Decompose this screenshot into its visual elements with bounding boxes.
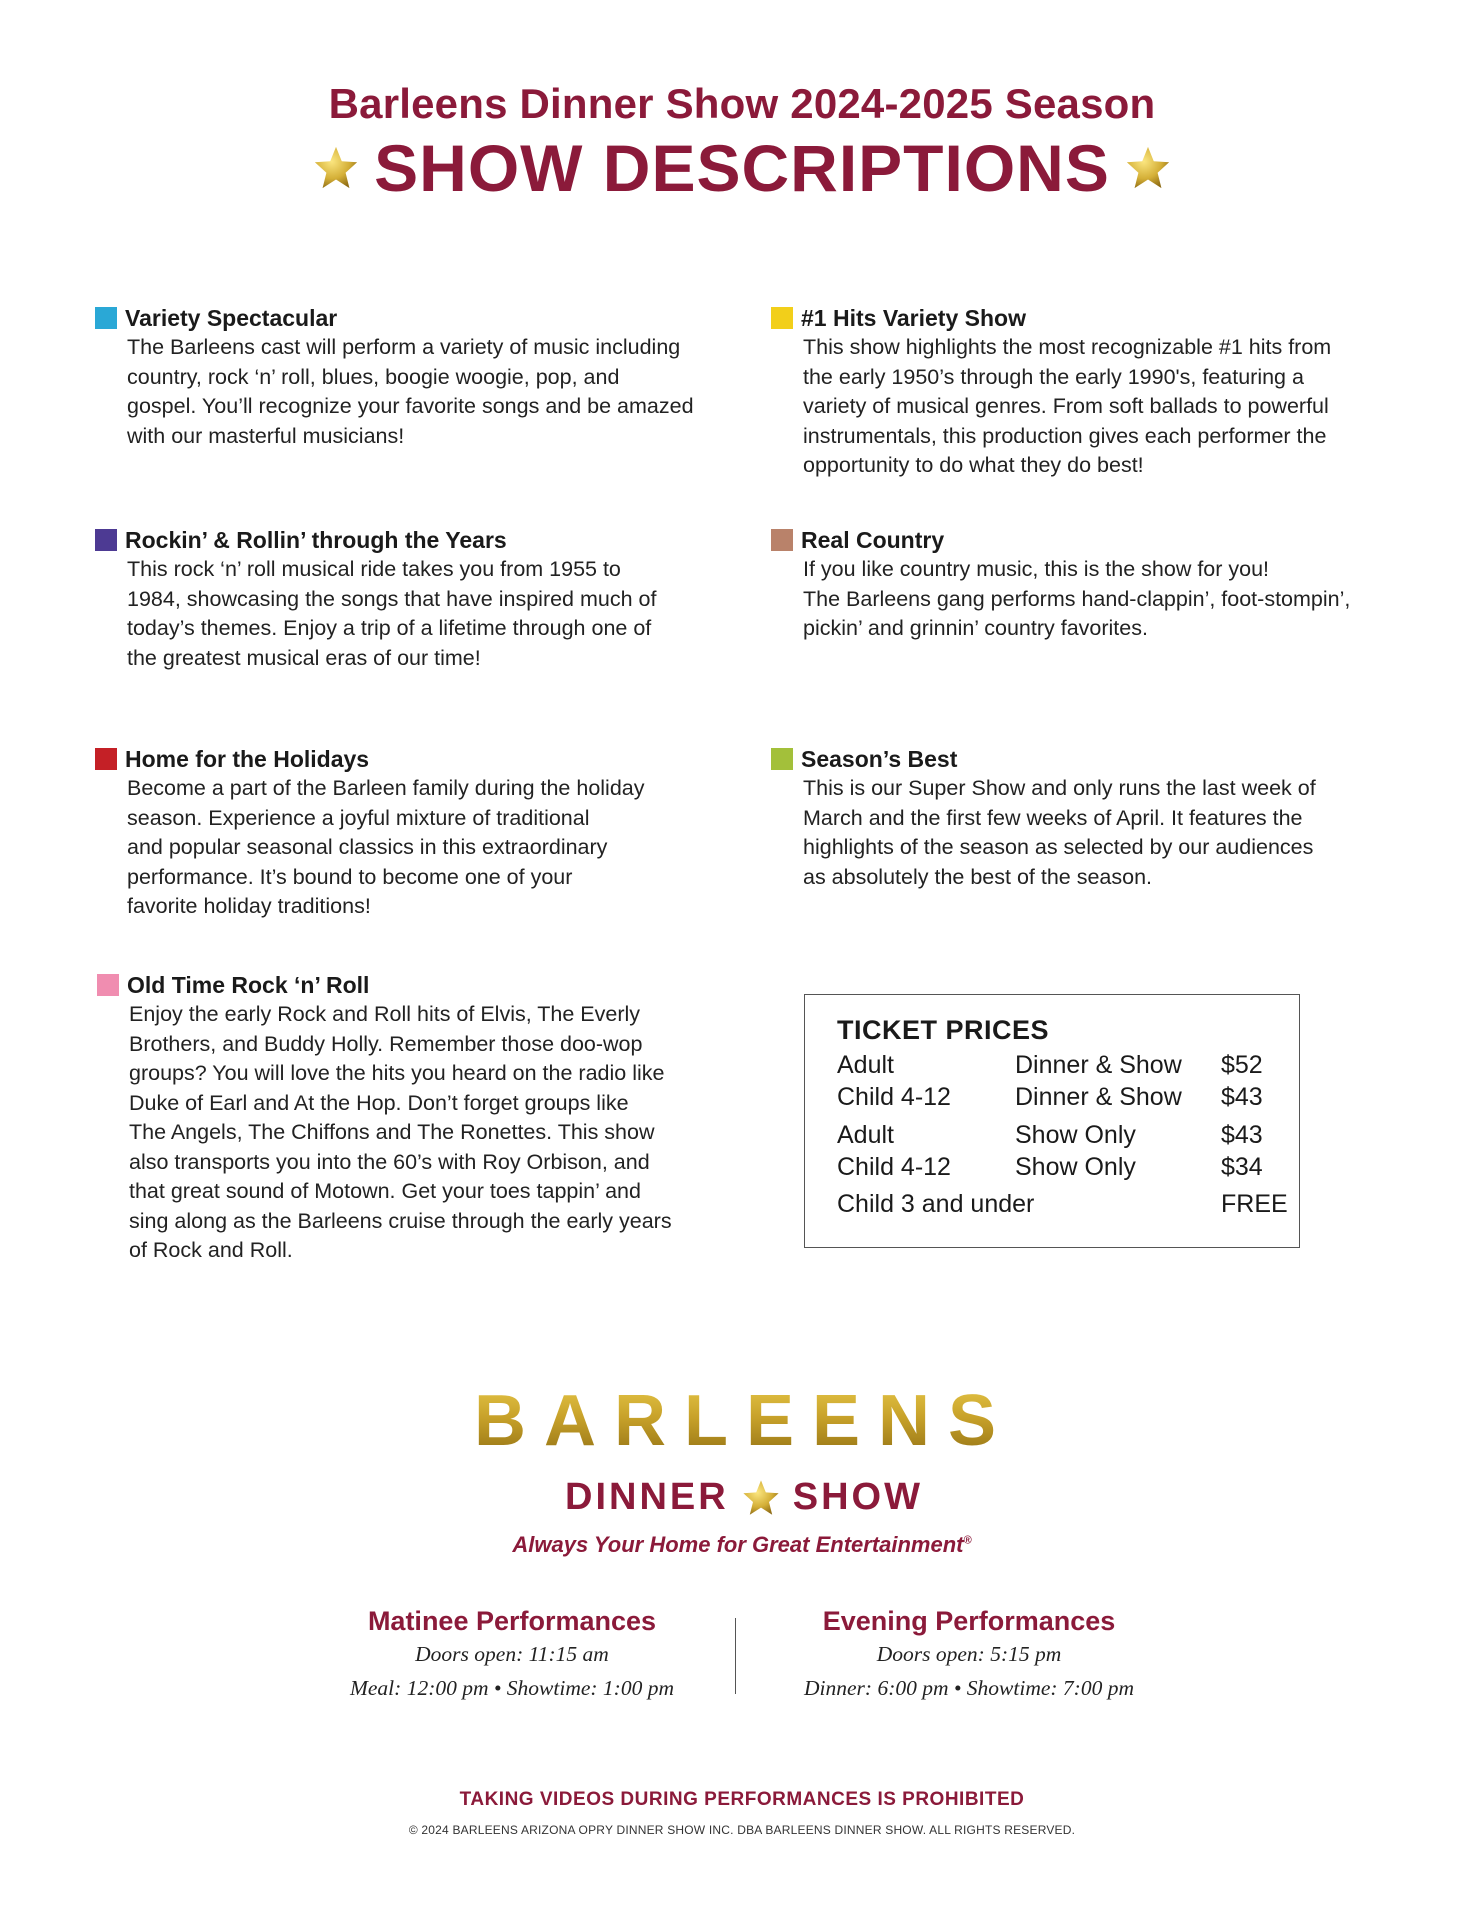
logo-wordmark: BARLEENS <box>466 1380 1022 1462</box>
title-row <box>0 128 1484 208</box>
show-description: This is our Super Show and only runs the last week of March and the first few weeks of April. It features the highlights of the season as selected by our audiences as absolutely the best of the season. <box>803 776 1316 889</box>
season-subtitle: Barleens Dinner Show 2024-2025 Season <box>328 80 1156 127</box>
show-real-country <box>803 525 1403 644</box>
evening-performances <box>749 1606 1189 1705</box>
show-title: Season’s Best <box>801 745 958 772</box>
ticket-price: $43 <box>1221 1121 1263 1149</box>
ticket-category: Adult <box>837 1051 894 1079</box>
star-icon <box>741 1478 781 1518</box>
ticket-row <box>837 1121 1277 1153</box>
ticket-price: FREE <box>1221 1190 1288 1218</box>
ticket-price: $52 <box>1221 1051 1263 1079</box>
perf-times: Meal: 12:00 pm • Showtime: 1:00 pm <box>349 1676 674 1700</box>
logo-dinner: DINNER <box>565 1476 729 1518</box>
ticket-type: Show Only <box>1015 1121 1136 1149</box>
video-warning: TAKING VIDEOS DURING PERFORMANCES IS PROHIBITED <box>459 1789 1025 1810</box>
ticket-row <box>837 1083 1277 1115</box>
ticket-type: Dinner & Show <box>1015 1051 1182 1079</box>
color-swatch <box>95 748 117 770</box>
show-description: This rock ‘n’ roll musical ride takes you from 1955 to 1984, showcasing the songs that have inspired much of today’s themes. Enjoy a trip of a lifetime through one of the greatest musical eras of our time! <box>127 557 657 670</box>
ticket-type: Dinner & Show <box>1015 1083 1182 1111</box>
show-title: Variety Spectacular <box>125 304 338 331</box>
color-swatch <box>97 974 119 996</box>
show-rockin-rollin <box>127 525 727 673</box>
star-icon <box>312 144 360 192</box>
copyright: © 2024 BARLEENS ARIZONA OPRY DINNER SHOW INC. DBA BARLEENS DINNER SHOW. ALL RIGHTS RESERVED. <box>408 1823 1076 1837</box>
perf-title: Matinee Performances <box>367 1606 657 1636</box>
ticket-category: Child 4-12 <box>837 1083 951 1111</box>
tagline <box>0 1532 1484 1558</box>
star-icon <box>1124 144 1172 192</box>
perf-doors: Doors open: 5:15 pm <box>876 1642 1062 1666</box>
color-swatch <box>771 307 793 329</box>
ticket-row <box>837 1190 1288 1222</box>
registered-mark: ® <box>963 1534 972 1547</box>
show-title: Rockin’ & Rollin’ through the Years <box>125 526 507 553</box>
ticket-price: $34 <box>1221 1153 1263 1181</box>
show-seasons-best <box>803 744 1403 892</box>
color-swatch <box>771 529 793 551</box>
matinee-performances <box>292 1606 732 1705</box>
perf-times: Dinner: 6:00 pm • Showtime: 7:00 pm <box>804 1676 1134 1700</box>
logo-show: SHOW <box>792 1476 923 1518</box>
ticket-prices-title: TICKET PRICES <box>837 1015 1050 1045</box>
ticket-price: $43 <box>1221 1083 1263 1111</box>
show-title: Real Country <box>801 526 945 553</box>
show-description: The Barleens cast will perform a variety of music including country, rock ‘n’ roll, blues, boogie woogie, pop, and gospel. You’ll recognize your favorite songs and be amazed with our masterful musicians! <box>127 335 694 448</box>
color-swatch <box>95 529 117 551</box>
show-old-time-rock <box>129 970 729 1266</box>
show-number-one-hits <box>803 303 1403 481</box>
tagline-text: Always Your Home for Great Entertainment <box>512 1532 964 1557</box>
ticket-type: Show Only <box>1015 1153 1136 1181</box>
color-swatch <box>95 307 117 329</box>
show-variety-spectacular <box>127 303 727 451</box>
ticket-category: Child 4-12 <box>837 1153 951 1181</box>
show-description: Become a part of the Barleen family during the holiday season. Experience a joyful mixture of traditional and popular seasonal classics in this extraordinary performance. It’s bound to become one of your favorite holiday traditions! <box>127 776 645 918</box>
ticket-row <box>837 1051 1277 1083</box>
show-home-for-holidays <box>127 744 727 922</box>
ticket-prices-box <box>804 994 1300 1248</box>
ticket-row <box>837 1153 1277 1185</box>
show-title: #1 Hits Variety Show <box>801 304 1026 331</box>
show-title: Old Time Rock ‘n’ Roll <box>127 971 370 998</box>
show-title: Home for the Holidays <box>125 745 370 772</box>
perf-title: Evening Performances <box>822 1606 1116 1636</box>
ticket-category: Child 3 and under <box>837 1190 1035 1218</box>
divider <box>735 1618 736 1694</box>
show-description: If you like country music, this is the show for you! The Barleens gang performs hand-clappin’, foot-stompin’, pickin’ and grinnin’ country favorites. <box>803 557 1351 640</box>
perf-doors: Doors open: 11:15 am <box>415 1642 609 1666</box>
color-swatch <box>771 748 793 770</box>
barleens-logo <box>466 1376 1022 1548</box>
ticket-category: Adult <box>837 1121 894 1149</box>
logo-subline <box>466 1476 1022 1519</box>
show-description: This show highlights the most recognizable #1 hits from the early 1950’s through the early 1990's, featuring a variety of musical genres. From soft ballads to powerful instrumentals, this production gives each performer the opportunity to do what they do best! <box>803 335 1332 477</box>
page-title: SHOW DESCRIPTIONS <box>374 131 1110 205</box>
show-description: Enjoy the early Rock and Roll hits of Elvis, The Everly Brothers, and Buddy Holly. Remember those doo-wop groups? You will love the hits you heard on the radio like Duke of Earl and At the Hop. Don’t forget groups like The Angels, The Chiffons and The Ronettes. This show also transports you into the 60’s with Roy Orbison, and that great sound of Motown. Get your toes tappin’ and sing along as the Barleens cruise through the early years of Rock and Roll. <box>129 1002 672 1262</box>
